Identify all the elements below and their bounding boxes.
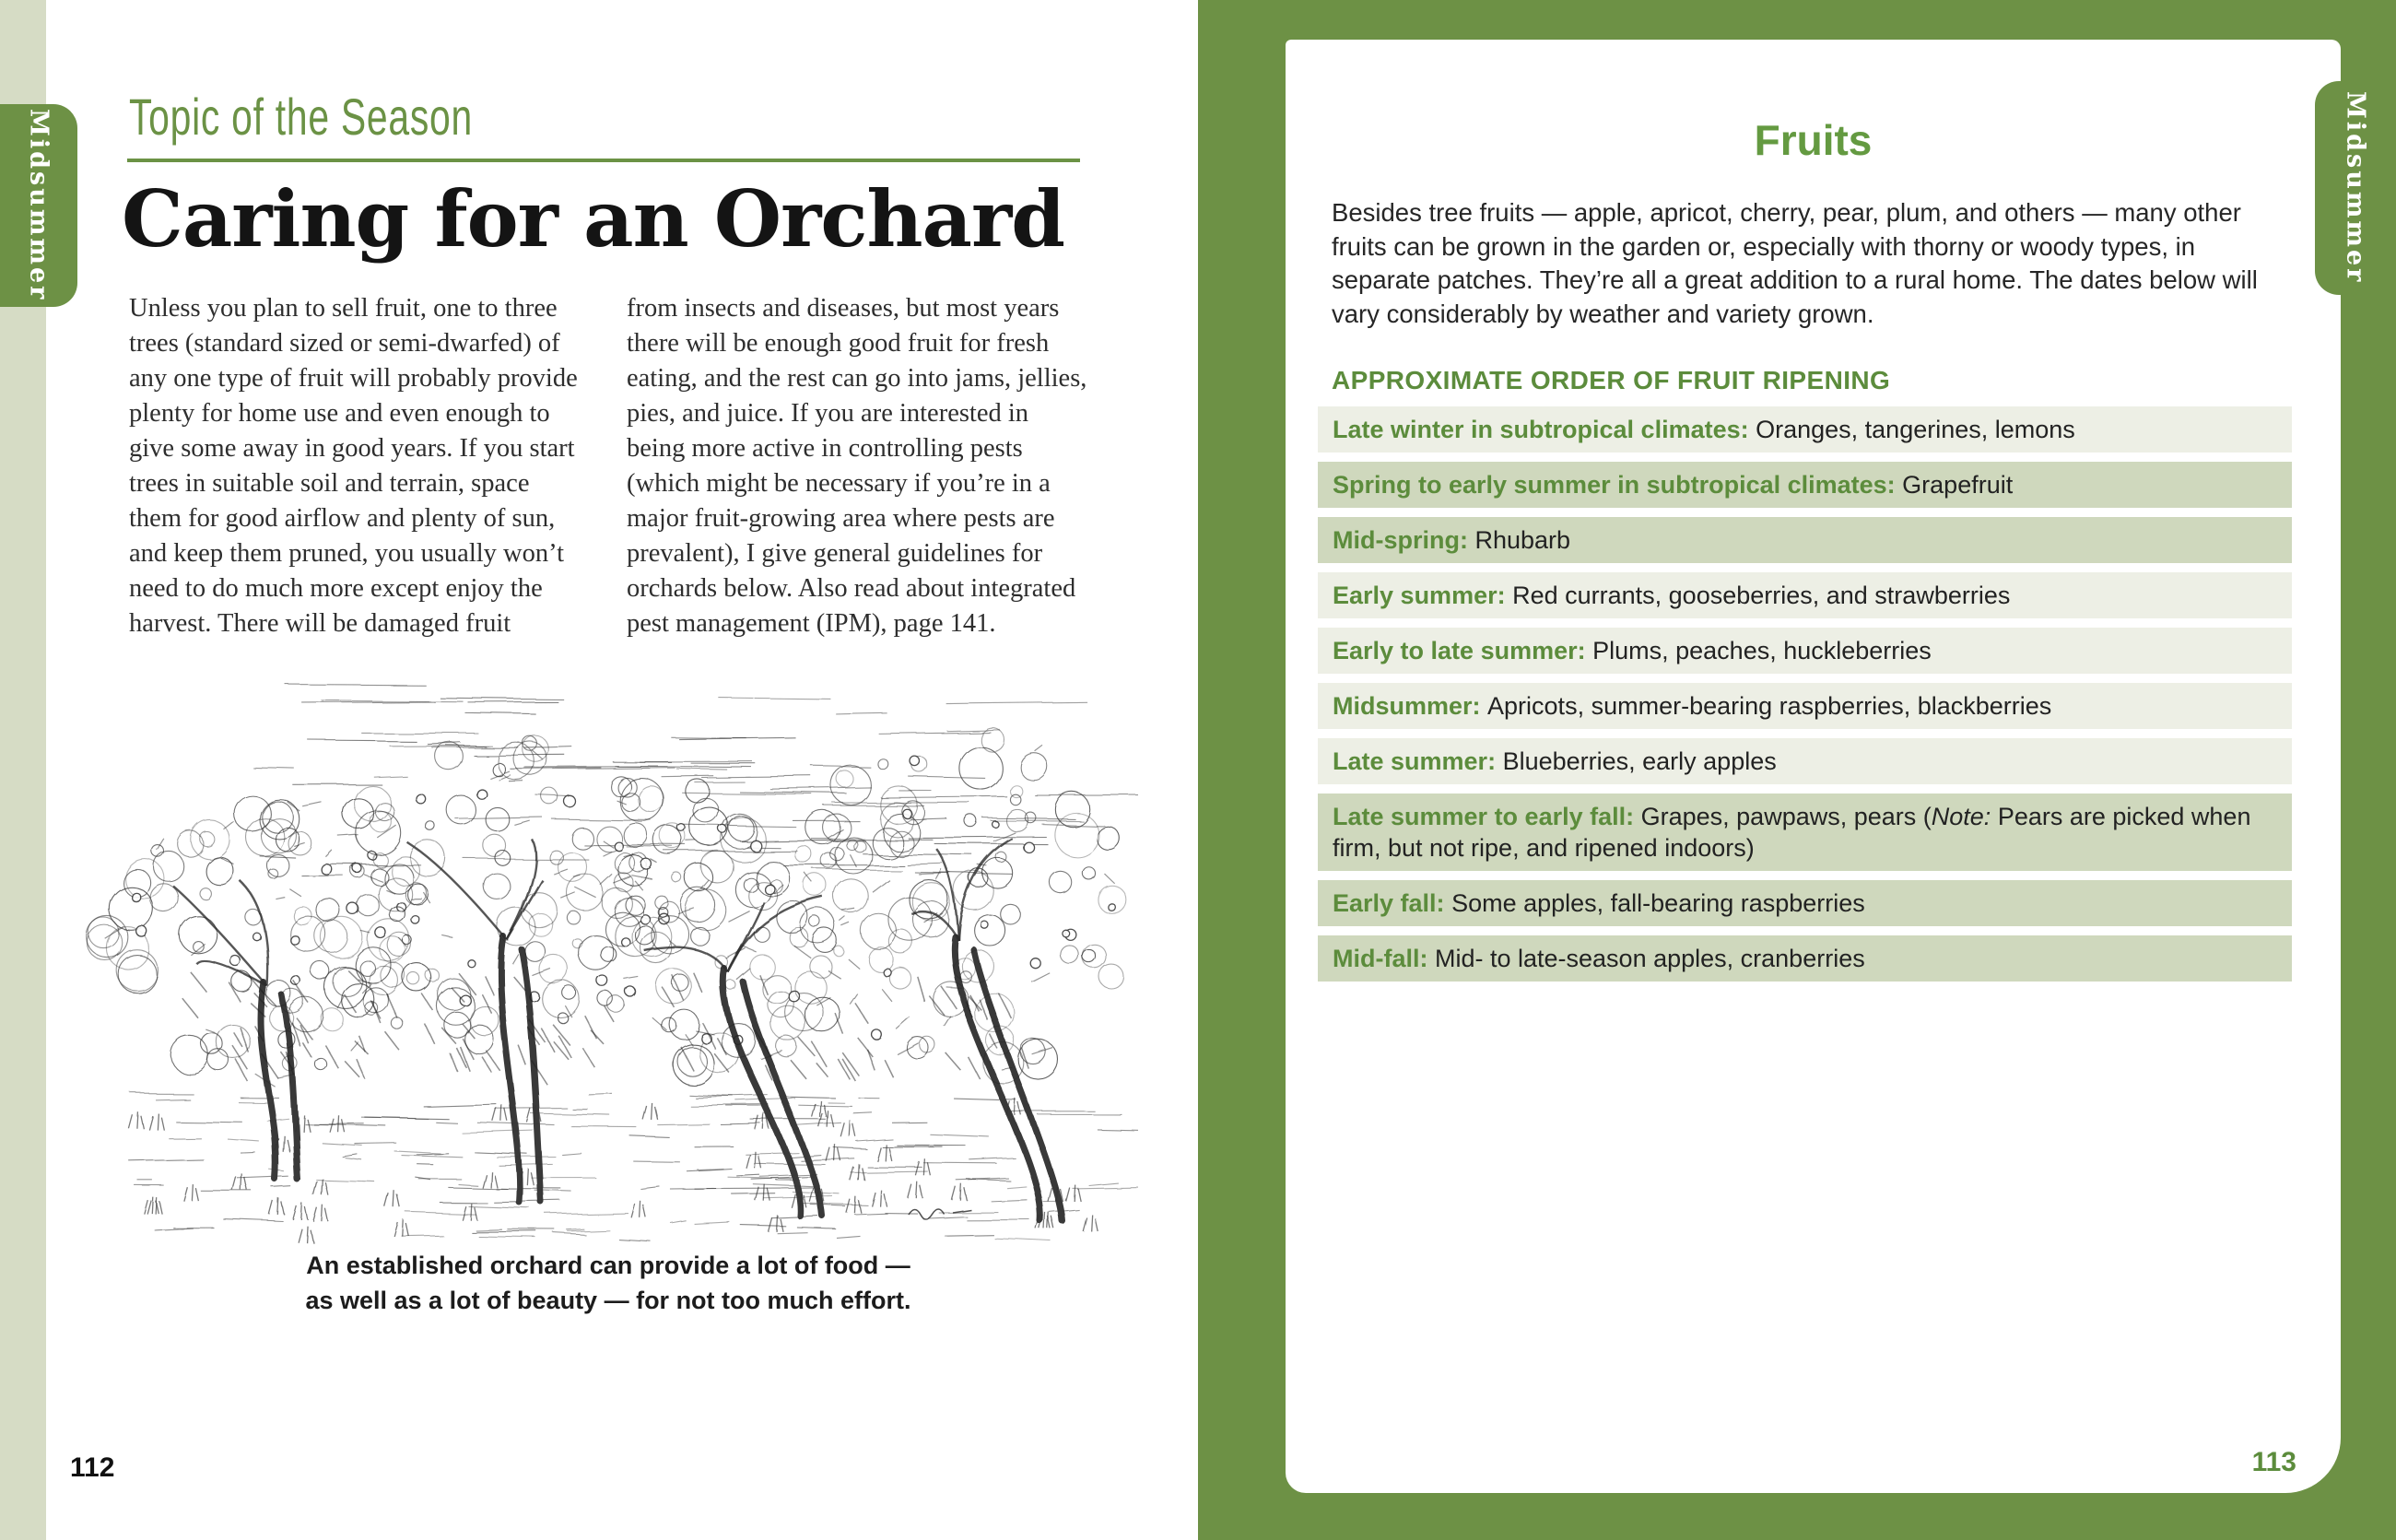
ripening-row-label: Mid-spring: [1333,526,1475,554]
ripening-row [1318,406,2292,453]
ripening-list [1318,406,2292,982]
ripening-row-value: Mid- to late-season apples, cranberries [1434,945,1865,972]
ripening-row-label: Mid-fall: [1333,945,1435,972]
ripening-row [1318,683,2292,729]
fruits-intro: Besides tree fruits — apple, apricot, cherry, pear, plum, and others — many other fruits can be grown in the garden or, especially with thorny or woody types, in separate patches. They’re all a great addition to a rural home. The dates below will vary considerably by weather and variety grown. [1332,198,2258,328]
ripening-row-value: Grapes, pawpaws, pears ( [1640,803,1932,830]
ripening-row-value: Blueberries, early apples [1502,747,1777,775]
article-title: Caring for an Orchard [122,173,1064,265]
ripening-row-value: Plums, peaches, huckleberries [1592,637,1932,664]
ripening-row-value: Red currants, gooseberries, and strawberries [1512,582,2011,609]
right-page [1198,0,2396,1540]
ripening-row-value: Grapefruit [1902,471,2014,499]
ripening-row [1318,517,2292,563]
kicker-heading: Topic of the Season [129,88,473,146]
illustration-caption [230,1248,986,1318]
ripening-row [1318,880,2292,926]
ripening-row [1318,935,2292,982]
ripening-row-label: Late summer: [1333,747,1503,775]
ripening-row-label: Early fall: [1333,889,1452,917]
ripening-row-value: Oranges, tangerines, lemons [1756,416,2075,443]
caption-line-1: An established orchard can provide a lot of food — [306,1252,910,1279]
ripening-row-note: Note: [1931,803,1991,830]
page-number-right: 113 [2251,1447,2296,1477]
season-tab-left [0,104,77,307]
orchard-illustration [78,664,1138,1253]
ripening-row-value: Some apples, fall-bearing raspberries [1451,889,1865,917]
kicker-rule [127,159,1080,162]
ripening-row-value: Pears are picked when firm, but not ripe, and ripened indoors) [1333,803,2251,862]
body-column-1: Unless you plan to sell fruit, one to three trees (standard sized or semi-dwarfed) of any one type of fruit will probably provide plenty for home use and even enough to give some away in good years. If you start trees in suitable soil and terrain, space them for good airflow and plenty of sun, and keep them pruned, you usually won’t need to do much more except enjoy the harvest. There will be damaged fruit [129,294,578,638]
caption-line-2: as well as a lot of beauty — for not too much effort. [305,1287,911,1314]
ripening-row-label: Midsummer: [1333,692,1488,720]
ripening-row-label: Spring to early summer in subtropical climates: [1333,471,1903,499]
ripening-row [1318,794,2292,871]
ripening-row-label: Early to late summer: [1333,637,1593,664]
season-tab-label: Midsummer [2341,91,2370,285]
fruits-title: Fruits [1754,116,1873,164]
ripening-row-label: Early summer: [1333,582,1513,609]
season-tab-label: Midsummer [24,109,53,302]
ripening-row-label: Late summer to early fall: [1333,803,1641,830]
ripening-row [1318,628,2292,674]
ripening-row-value: Apricots, summer-bearing raspberries, blackberries [1487,692,2052,720]
body-column-2: from insects and diseases, but most years there will be enough good fruit for fresh eating, and the rest can go into jams, jellies, pies, and juice. If you are interested in being more active in controlling pests (which might be necessary if you’re in a major fruit-growing area where pests are prevalent), I give general guidelines for orchards below. Also read about integrated pest management (IPM), page 141. [627,294,1087,638]
ripening-row [1318,572,2292,618]
ripening-row [1318,738,2292,784]
fruits-card [1286,40,2341,1493]
ripening-row [1318,462,2292,508]
page-number-left: 112 [70,1452,115,1483]
season-tab-right [2315,81,2396,295]
ripening-row-value: Rhubarb [1474,526,1571,554]
ripening-section-heading: APPROXIMATE ORDER OF FRUIT RIPENING [1332,366,1891,394]
ripening-row-label: Late winter in subtropical climates: [1333,416,1756,443]
